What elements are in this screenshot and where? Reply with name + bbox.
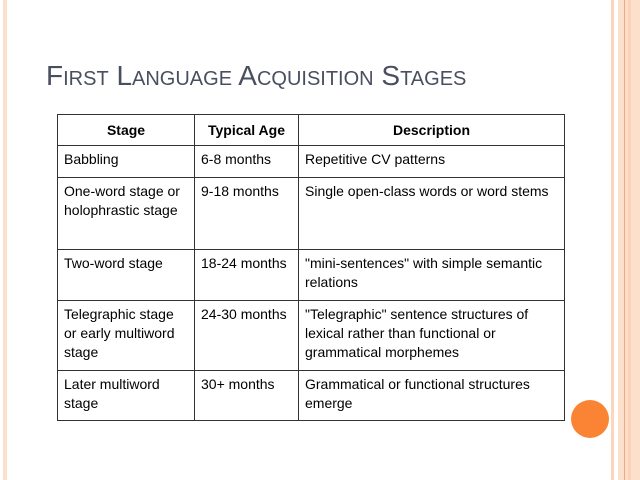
cell-description: Single open-class words or word stems	[299, 178, 565, 250]
header-typical-age: Typical Age	[195, 115, 299, 146]
right-border-stripe-thin	[611, 0, 614, 480]
table-row	[58, 301, 565, 371]
right-border-band	[628, 0, 631, 480]
right-border-line	[624, 0, 625, 480]
cell-age: 24-30 months	[195, 301, 299, 371]
header-stage: Stage	[58, 115, 195, 146]
cell-age: 6-8 months	[195, 146, 299, 178]
stages-table	[57, 114, 565, 421]
slide-title: First Language Acquisition Stages	[46, 60, 467, 91]
cell-stage: Later multiword stage	[58, 371, 195, 421]
left-border-stripe	[3, 0, 7, 480]
table-row	[58, 178, 565, 250]
cell-stage: Telegraphic stage or early multiword stage	[58, 301, 195, 371]
table-header-row	[58, 115, 565, 146]
header-description: Description	[299, 115, 565, 146]
cell-description: "mini-sentences" with simple semantic relations	[299, 250, 565, 301]
cell-age: 30+ months	[195, 371, 299, 421]
cell-age: 18-24 months	[195, 250, 299, 301]
cell-description: "Telegraphic" sentence structures of lexical rather than functional or grammatical morphemes	[299, 301, 565, 371]
table-row	[58, 371, 565, 421]
cell-stage: Babbling	[58, 146, 195, 178]
table-row	[58, 146, 565, 178]
cell-stage: One-word stage or holophrastic stage	[58, 178, 195, 250]
table-row	[58, 250, 565, 301]
cell-description: Grammatical or functional structures emerge	[299, 371, 565, 421]
cell-description: Repetitive CV patterns	[299, 146, 565, 178]
cell-stage: Two-word stage	[58, 250, 195, 301]
cell-age: 9-18 months	[195, 178, 299, 250]
orange-circle-decoration	[571, 400, 609, 438]
